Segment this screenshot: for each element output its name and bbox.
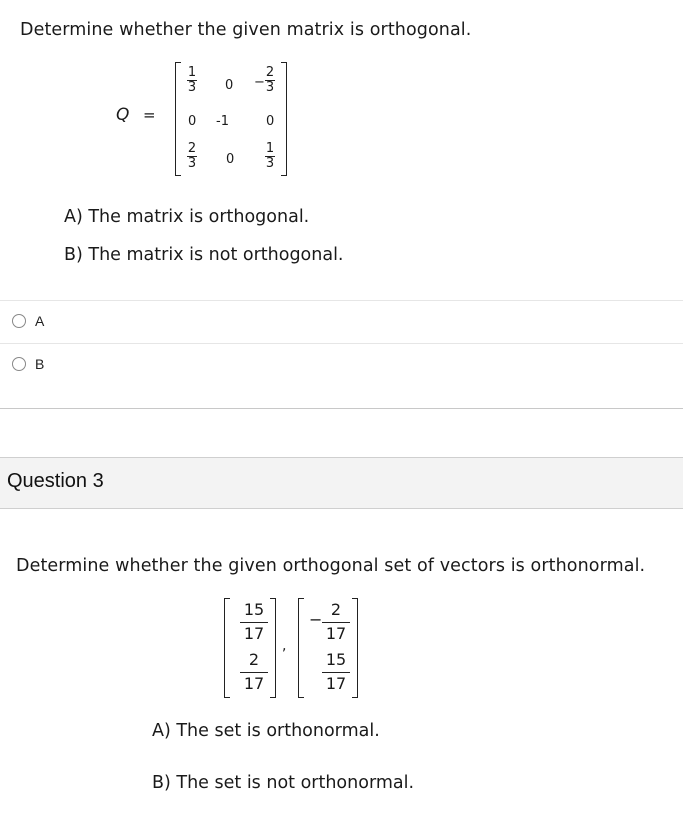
matrix-left-bracket <box>175 62 181 176</box>
question-prompt: Determine whether the given matrix is orthogonal. <box>20 20 472 40</box>
option-b-label: B <box>35 356 45 372</box>
vector2-entry-2: 15 17 <box>322 651 350 693</box>
choice-b-text: B) The matrix is not orthogonal. <box>64 245 344 265</box>
divider <box>0 408 683 409</box>
vector1-right-bracket <box>270 598 276 698</box>
choice-a-text: A) The matrix is orthogonal. <box>64 207 310 227</box>
equals-sign: = <box>143 106 156 124</box>
matrix-entry-r2c3: 0 <box>266 114 275 129</box>
vector2-entry-1-sign: − <box>309 610 323 629</box>
question-title: Question 3 <box>7 470 104 492</box>
vector2-right-bracket <box>352 598 358 698</box>
choice-b-text: B) The set is not orthonormal. <box>152 773 415 793</box>
question-prompt: Determine whether the given orthogonal set of vectors is orthonormal. <box>16 556 646 576</box>
vector1-left-bracket <box>224 598 230 698</box>
radio-button-b[interactable] <box>12 357 26 371</box>
vector2-entry-1: 2 17 <box>322 601 350 643</box>
matrix-entry-r3c3: 1 3 <box>265 141 275 171</box>
vector1-entry-2: 2 17 <box>240 651 268 693</box>
matrix-entry-r3c1: 2 3 <box>187 141 197 171</box>
matrix-entry-r1c2: 0 <box>225 78 234 93</box>
matrix-entry-r3c2: 0 <box>226 152 235 167</box>
answer-option-a[interactable] <box>0 301 683 341</box>
vector-separator: , <box>282 638 287 654</box>
question-header <box>0 457 683 509</box>
choice-a-text: A) The set is orthonormal. <box>152 721 380 741</box>
vector2-left-bracket <box>298 598 304 698</box>
matrix-entry-r1c3-sign: − <box>254 75 265 90</box>
matrix-entry-r1c3: 2 3 <box>265 65 275 95</box>
matrix-label: Q <box>116 105 130 125</box>
matrix-entry-r2c1: 0 <box>188 114 197 129</box>
matrix-entry-r1c1: 1 3 <box>187 65 197 95</box>
answer-option-b[interactable] <box>0 344 683 384</box>
vector1-entry-1: 15 17 <box>240 601 268 643</box>
option-a-label: A <box>35 313 45 329</box>
matrix-entry-r2c2: -1 <box>216 114 229 129</box>
radio-button-a[interactable] <box>12 314 26 328</box>
matrix-right-bracket <box>281 62 287 176</box>
